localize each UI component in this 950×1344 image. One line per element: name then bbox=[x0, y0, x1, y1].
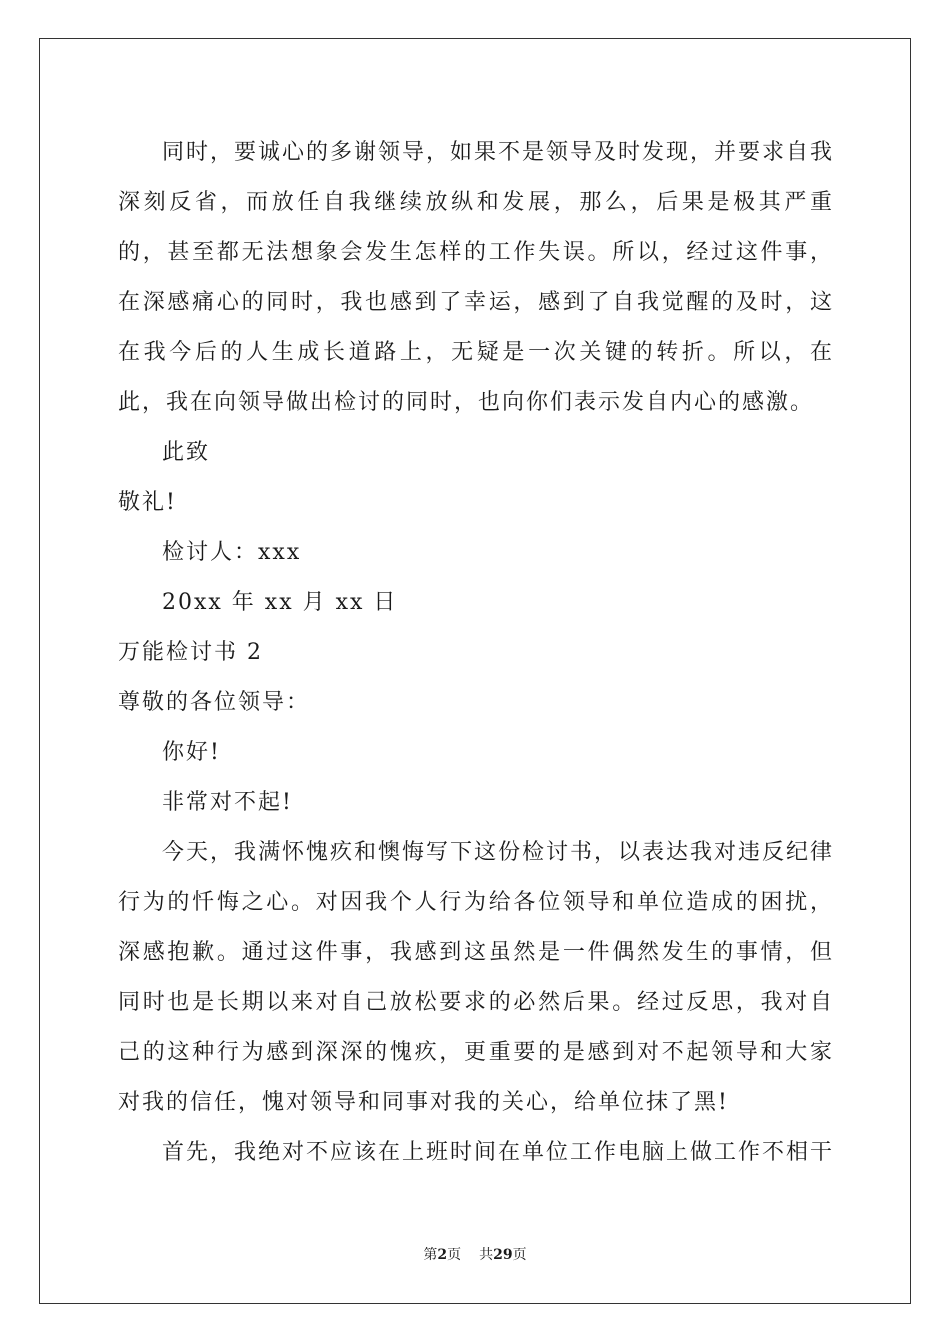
footer-page-suffix: 页 bbox=[447, 1247, 462, 1263]
page-footer bbox=[0, 1244, 950, 1264]
section-title: 万能检讨书 2 bbox=[118, 640, 263, 665]
paragraph-gratitude: 同时，要诚心的多谢领导，如果不是领导及时发现，并要求自我深刻反省，而放任自我继续放纵和发展，那么，后果是极其严重的，甚至都无法想象会发生怎样的工作失误。所以，经过这件事，在深感痛心的同时，我也感到了幸运，感到了自我觉醒的及时，这在我今后的人生成长道路上，无疑是一次关键的转折。所以，在此，我在向领导做出检讨的同时，也向你们表示发自内心的感激。 bbox=[118, 140, 835, 415]
signer-line: 检讨人：xxx bbox=[162, 540, 302, 565]
hello-line: 你好! bbox=[162, 740, 221, 765]
document-body bbox=[118, 128, 834, 1178]
footer-prefix: 第 bbox=[423, 1247, 438, 1263]
footer-page-number: 2 bbox=[437, 1247, 448, 1263]
footer-total-pages: 29 bbox=[493, 1247, 513, 1263]
closing-regards: 敬礼! bbox=[118, 490, 177, 515]
date-line: 20xx 年 xx 月 xx 日 bbox=[162, 590, 398, 615]
closing-salute: 此致 bbox=[162, 440, 211, 465]
footer-total-prefix: 共 bbox=[479, 1247, 494, 1263]
apology-line: 非常对不起! bbox=[162, 790, 293, 815]
paragraph-remorse: 今天，我满怀愧疚和懊悔写下这份检讨书，以表达我对违反纪律行为的忏悔之心。对因我个人行为给各位领导和单位造成的困扰，深感抱歉。通过这件事，我感到这虽然是一件偶然发生的事情，但同时也是长期以来对自己放松要求的必然后果。经过反思，我对自己的这种行为感到深深的愧疚，更重要的是感到对不起领导和大家对我的信任，愧对领导和同事对我的关心，给单位抹了黑! bbox=[118, 840, 835, 1115]
footer-total-suffix: 页 bbox=[512, 1247, 527, 1263]
paragraph-first-point: 首先，我绝对不应该在上班时间在单位工作电脑上做工作不相干 bbox=[162, 1140, 835, 1165]
greeting-line: 尊敬的各位领导： bbox=[118, 690, 311, 715]
